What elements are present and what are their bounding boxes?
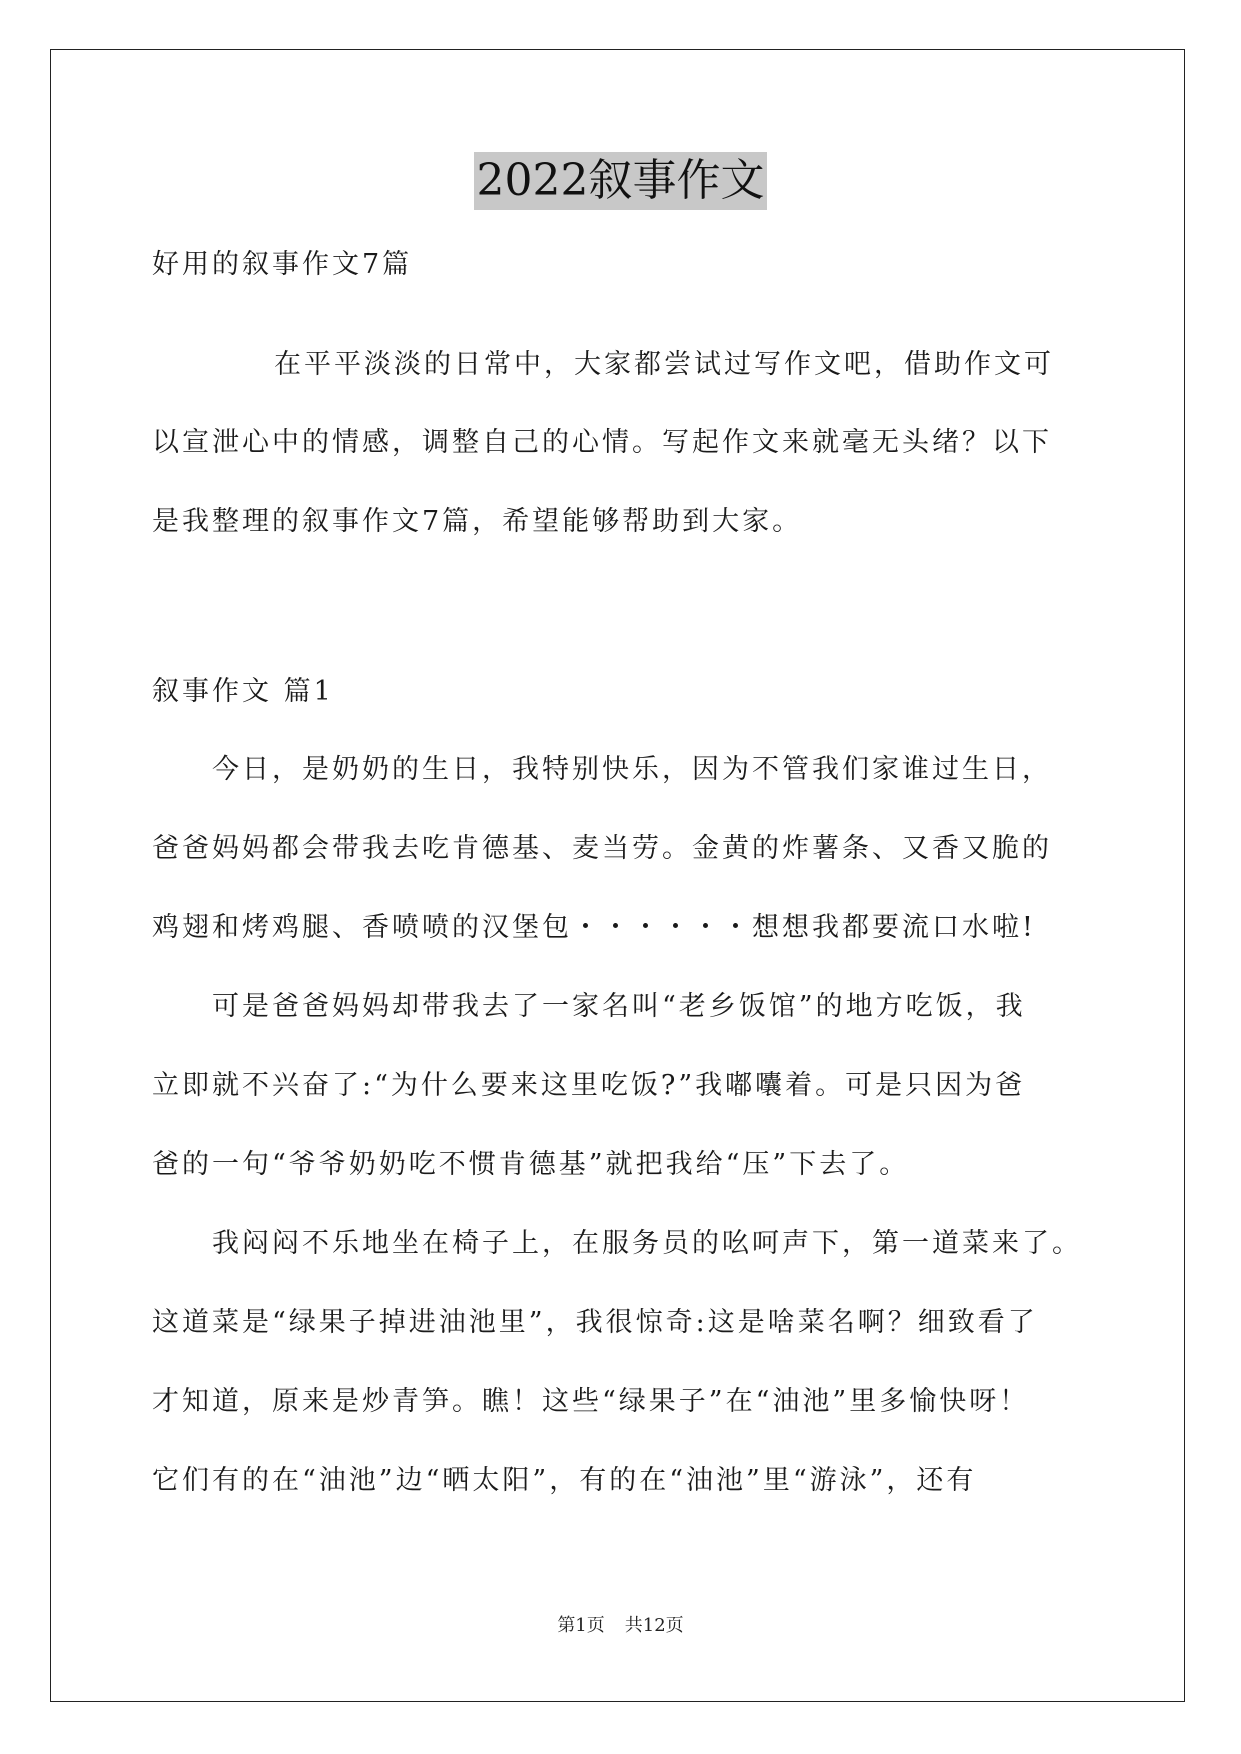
body-line: 爸爸妈妈都会带我去吃肯德基、麦当劳。金黄的炸薯条、又香又脆的 xyxy=(152,833,1052,864)
body-line: 才知道，原来是炒青笋。瞧！这些“绿果子”在“油池”里多愉快呀！ xyxy=(152,1386,1030,1417)
title-container xyxy=(0,152,1241,210)
body-line: 可是爸爸妈妈却带我去了一家名叫“老乡饭馆”的地方吃饭，我 xyxy=(212,991,1026,1022)
intro-line: 以宣泄心中的情感，调整自己的心情。写起作文来就毫无头绪？以下 xyxy=(152,427,1052,458)
body-line: 它们有的在“油池”边“晒太阳”，有的在“油池”里“游泳”，还有 xyxy=(152,1465,977,1496)
body-line: 这道菜是“绿果子掉进油池里”，我很惊奇:这是啥菜名啊？细致看了 xyxy=(152,1307,1038,1338)
page-number: 第1页 xyxy=(557,1615,605,1636)
page-footer xyxy=(0,1614,1241,1638)
body-line: 鸡翅和烤鸡腿、香喷喷的汉堡包・・・・・・想想我都要流口水啦! xyxy=(152,912,1036,943)
intro-line: 在平平淡淡的日常中，大家都尝试过写作文吧，借助作文可 xyxy=(274,349,1054,380)
page-total: 共12页 xyxy=(624,1615,684,1636)
section-heading: 叙事作文 篇1 xyxy=(152,676,334,707)
document-title: 2022叙事作文 xyxy=(474,152,768,210)
subtitle: 好用的叙事作文7篇 xyxy=(152,249,413,280)
body-line: 我闷闷不乐地坐在椅子上，在服务员的吆呵声下，第一道菜来了。 xyxy=(212,1228,1082,1259)
body-line: 今日，是奶奶的生日，我特别快乐，因为不管我们家谁过生日， xyxy=(212,754,1052,785)
intro-line: 是我整理的叙事作文7篇，希望能够帮助到大家。 xyxy=(152,506,803,537)
body-line: 爸的一句“爷爷奶奶吃不惯肯德基”就把我给“压”下去了。 xyxy=(152,1149,910,1180)
body-line: 立即就不兴奋了:“为什么要来这里吃饭?”我嘟囔着。可是只因为爸 xyxy=(152,1070,1026,1101)
page-border xyxy=(50,49,1185,1702)
